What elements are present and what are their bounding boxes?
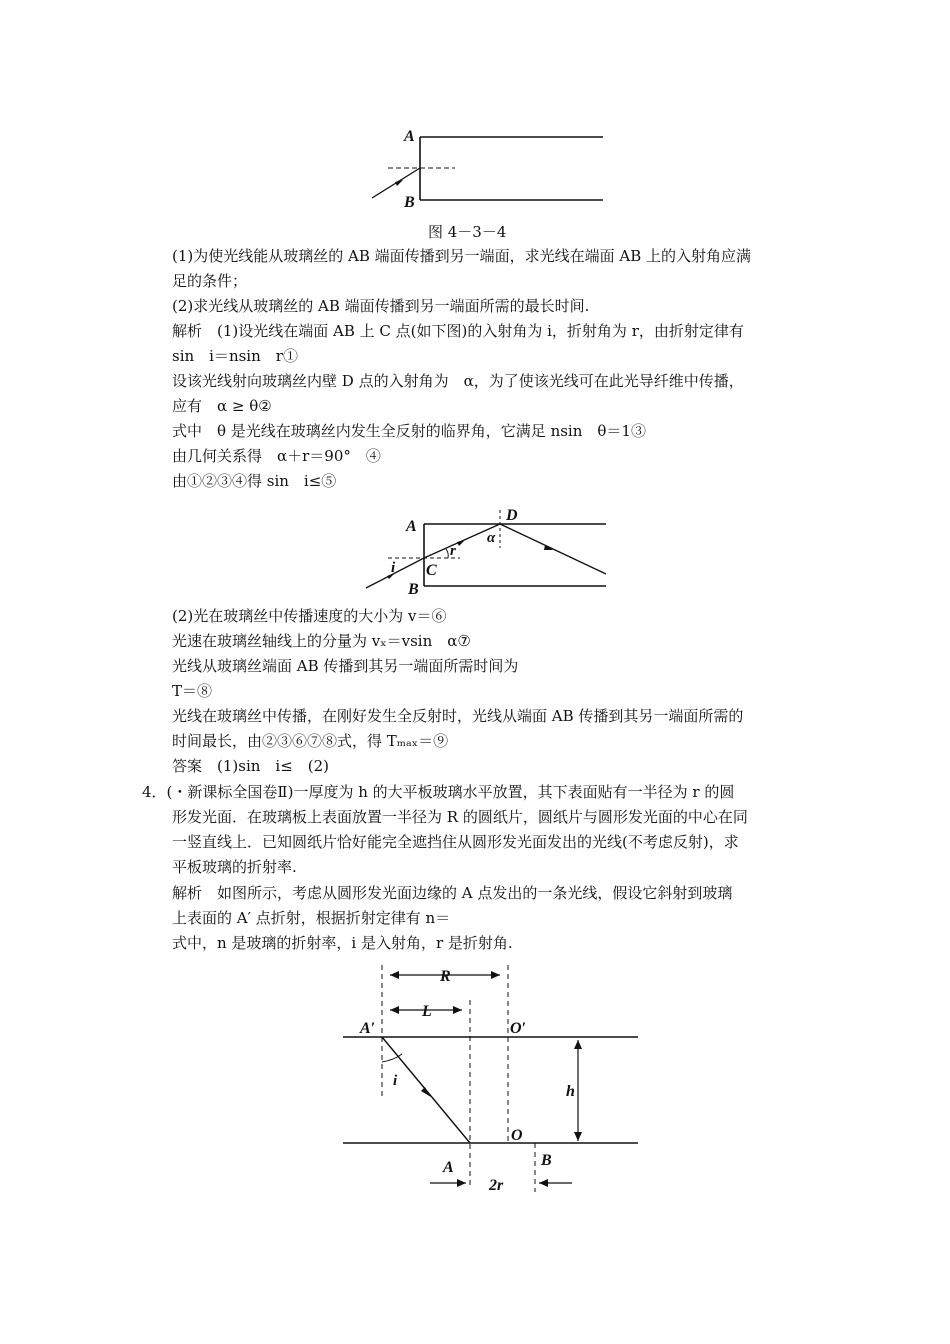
fig2-label-i: i bbox=[391, 560, 396, 576]
fig2-label-alpha: α bbox=[487, 530, 496, 546]
solution-line-2: sin i＝nsin r① bbox=[172, 347, 298, 365]
fig3-label-2r: 2r bbox=[489, 1177, 504, 1194]
problem-4-line-2: 形发光面．在玻璃板上表面放置一半径为 R 的圆纸片，圆纸片与圆形发光面的中心在同 bbox=[172, 808, 748, 826]
fig2-label-d: D bbox=[506, 507, 518, 524]
fig2-label-a: A bbox=[406, 518, 417, 535]
solution-line-4: 应有 α ≥ θ② bbox=[172, 397, 272, 415]
solution-line-12: 光线在玻璃丝中传播，在刚好发生全反射时，光线从端面 AB 传播到其另一端面所需的 bbox=[172, 707, 744, 725]
question-1-line-1: (1)为使光线能从玻璃丝的 AB 端面传播到另一端面，求光线在端面 AB 上的入射角应满 bbox=[172, 247, 752, 265]
answer-line: 答案 (1)sin i≤ (2) bbox=[172, 757, 330, 775]
fig3-label-R: R bbox=[440, 968, 451, 985]
problem-4-line-4: 平板玻璃的折射率. bbox=[172, 858, 297, 876]
fig3-label-L: L bbox=[422, 1003, 432, 1020]
solution-line-9: 光速在玻璃丝轴线上的分量为 vₓ＝vsin α⑦ bbox=[172, 632, 471, 650]
fig3-label-B: B bbox=[541, 1152, 552, 1169]
question-2: (2)求光线从玻璃丝的 AB 端面传播到另一端面所需的最长时间. bbox=[172, 297, 590, 315]
problem-4-line-1: 4．(・新课标全国卷Ⅱ)一厚度为 h 的大平板玻璃水平放置，其下表面贴有一半径为 r 的圆 bbox=[142, 783, 735, 801]
problem-4-line-3: 一竖直线上．已知圆纸片恰好能完全遮挡住从圆形发光面发出的光线(不考虑反射)，求 bbox=[172, 833, 739, 851]
figure-caption: 图 4－3－4 bbox=[428, 223, 507, 241]
problem-4-line-5: 解析 如图所示，考虑从圆形发光面边缘的 A 点发出的一条光线，假设它斜射到玻璃 bbox=[172, 884, 733, 902]
solution-line-10: 光线从玻璃丝端面 AB 传播到其另一端面所需时间为 bbox=[172, 657, 519, 675]
fig1-label-b: B bbox=[404, 194, 415, 211]
problem-4-line-7: 式中，n 是玻璃的折射率，i 是入射角，r 是折射角. bbox=[172, 934, 513, 952]
question-1-line-2: 足的条件； bbox=[172, 272, 248, 290]
solution-line-3: 设该光线射向玻璃丝内壁 D 点的入射角为 α，为了使该光线可在此光导纤维中传播， bbox=[172, 372, 744, 390]
solution-line-11: T＝⑧ bbox=[172, 682, 213, 700]
problem-4-line-6: 上表面的 A′ 点折射，根据折射定律有 n＝ bbox=[172, 909, 451, 927]
fig3-label-i: i bbox=[393, 1073, 398, 1089]
fig1-label-a: A bbox=[404, 128, 415, 145]
fig3-label-A-prime: A′ bbox=[360, 1020, 376, 1037]
fig3-label-O: O bbox=[511, 1127, 523, 1144]
solution-line-5: 式中 θ 是光线在玻璃丝内发生全反射的临界角，它满足 nsin θ＝1③ bbox=[172, 422, 646, 440]
fig3-label-O-prime: O′ bbox=[510, 1020, 527, 1037]
fig2-label-b: B bbox=[408, 581, 419, 598]
fig3-label-h: h bbox=[566, 1083, 575, 1100]
solution-line-7: 由①②③④得 sin i≤⑤ bbox=[172, 472, 337, 490]
solution-line-1: 解析 (1)设光线在端面 AB 上 C 点(如下图)的入射角为 i，折射角为 r，由折射定律有 bbox=[172, 322, 744, 340]
fig3-label-A: A bbox=[443, 1159, 454, 1176]
solution-line-8: (2)光在玻璃丝中传播速度的大小为 v＝⑥ bbox=[172, 607, 447, 625]
solution-line-6: 由几何关系得 α＋r＝90° ④ bbox=[172, 447, 381, 465]
fig2-label-r: r bbox=[450, 543, 456, 559]
fig2-label-c: C bbox=[426, 562, 437, 579]
solution-line-13: 时间最长，由②③⑥⑦⑧式，得 Tₘₐₓ＝⑨ bbox=[172, 732, 449, 750]
